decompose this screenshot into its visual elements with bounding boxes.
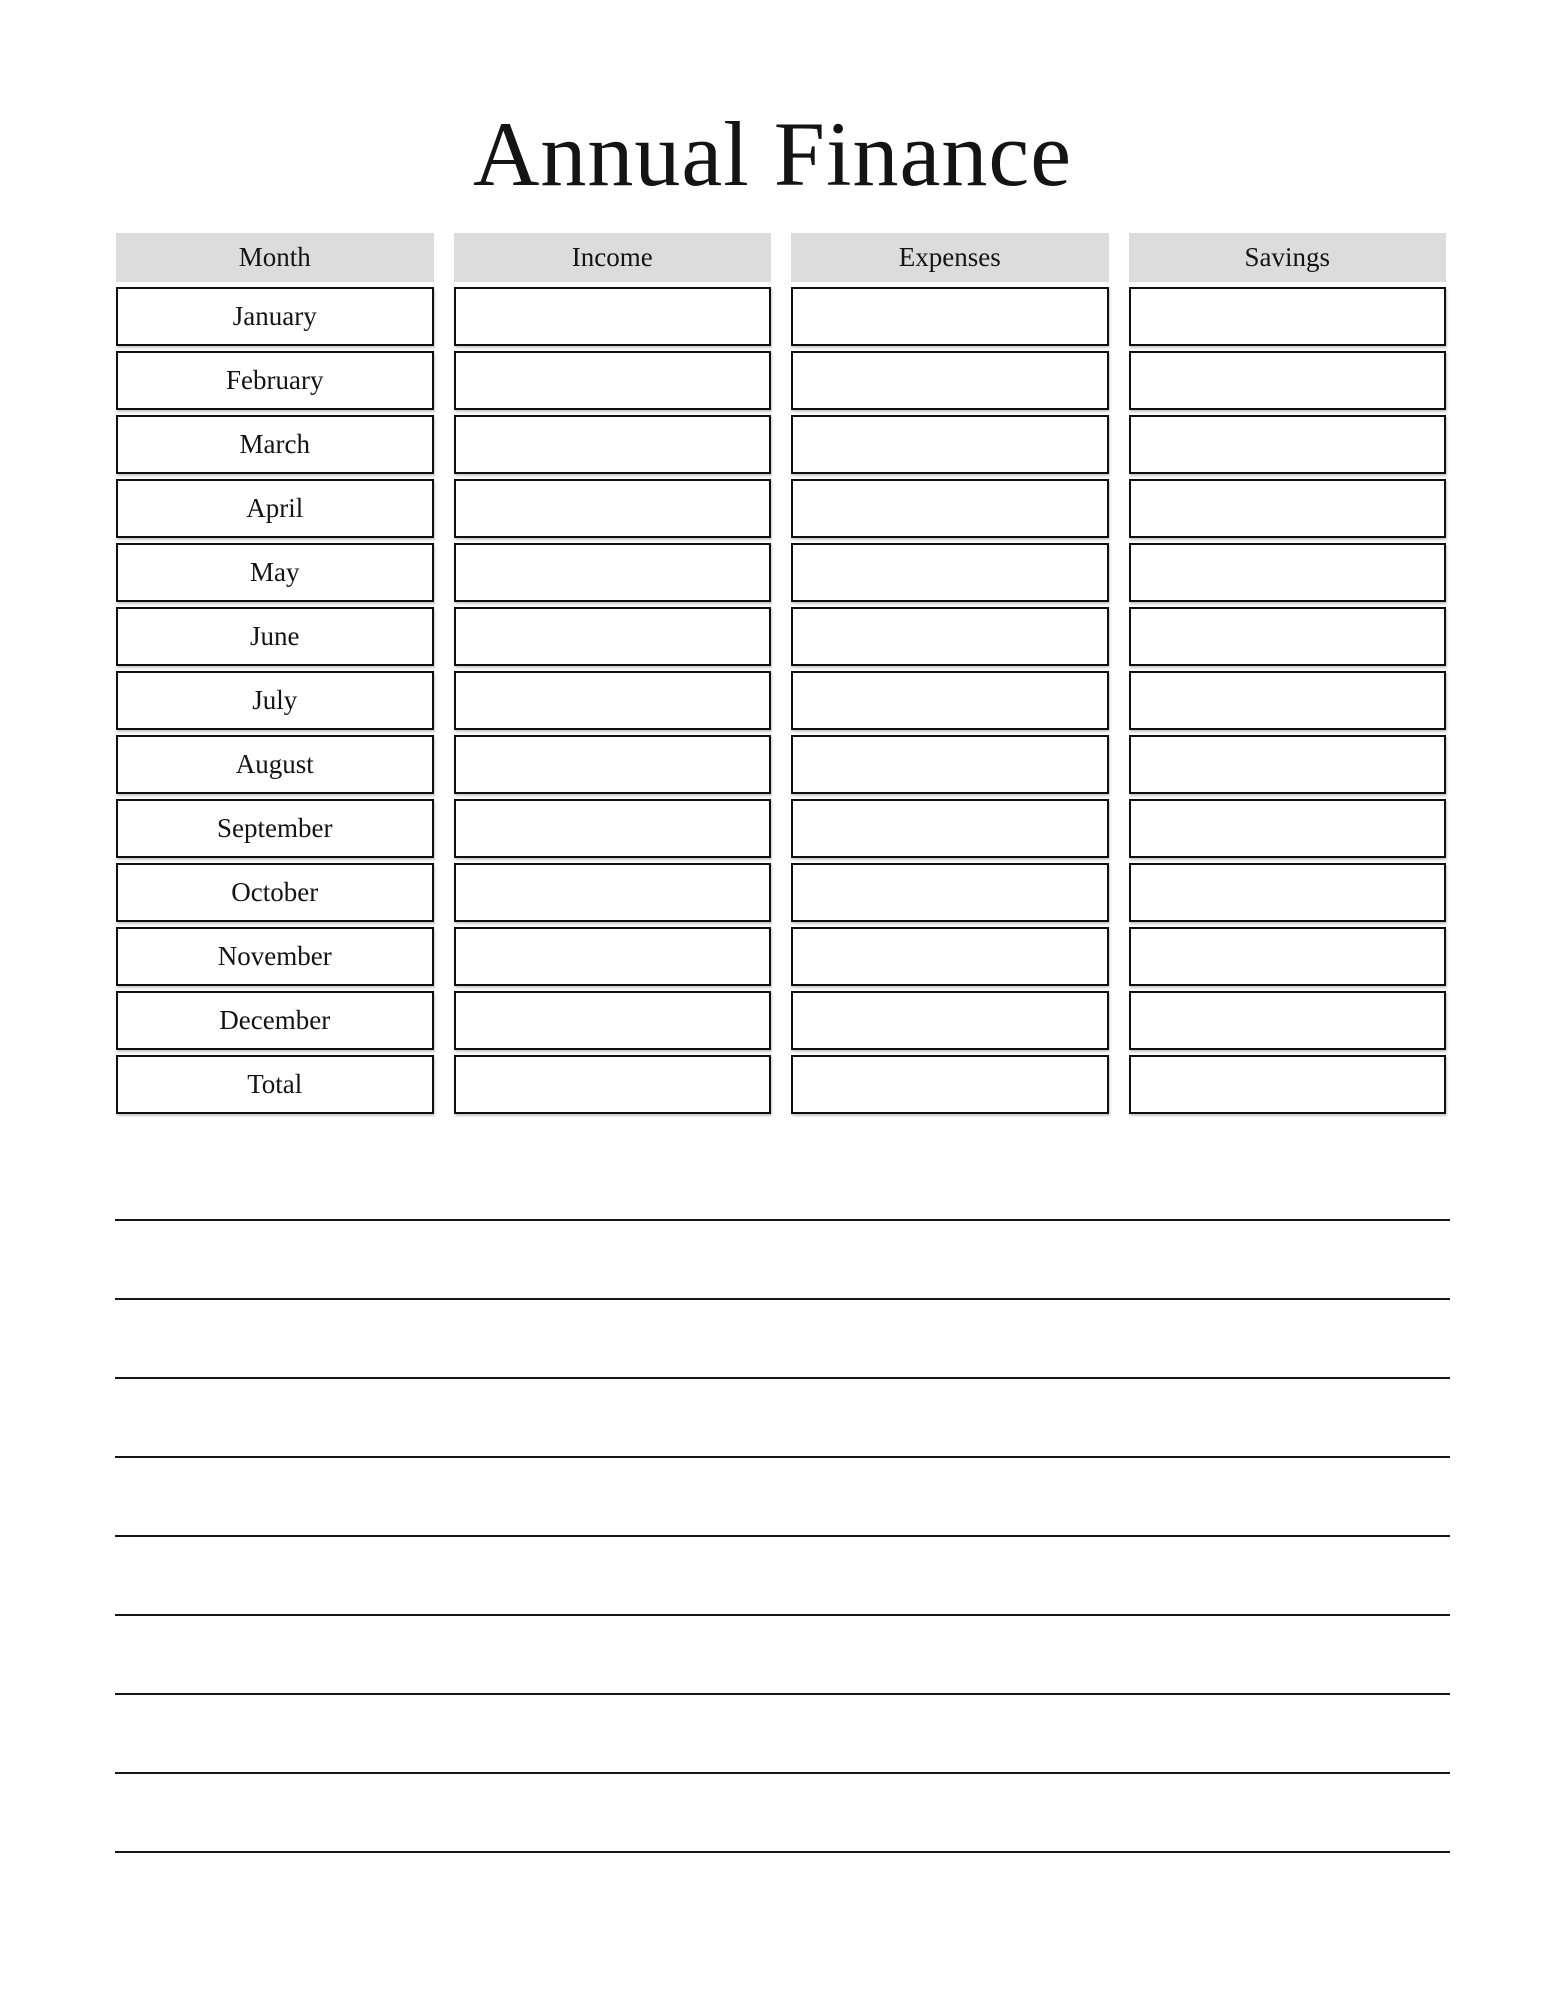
note-line <box>115 1772 1450 1774</box>
month-label-cell: July <box>116 671 434 730</box>
expenses-input-cell[interactable] <box>791 415 1109 474</box>
income-input-cell[interactable] <box>454 543 772 602</box>
note-line <box>115 1456 1450 1458</box>
income-input-cell[interactable] <box>454 927 772 986</box>
column-month <box>116 233 434 1119</box>
month-label-cell: April <box>116 479 434 538</box>
savings-input-cell[interactable] <box>1129 1055 1447 1114</box>
notes-lines <box>115 1219 1450 1853</box>
column-header-month: Month <box>116 233 434 282</box>
note-line <box>115 1377 1450 1379</box>
savings-input-cell[interactable] <box>1129 351 1447 410</box>
column-header-savings: Savings <box>1129 233 1447 282</box>
month-label-cell: March <box>116 415 434 474</box>
expenses-input-cell[interactable] <box>791 735 1109 794</box>
finance-table <box>116 233 1446 1119</box>
income-input-cell[interactable] <box>454 287 772 346</box>
column-expenses <box>791 233 1109 1119</box>
month-label-cell: January <box>116 287 434 346</box>
month-label-cell: December <box>116 991 434 1050</box>
month-label-cell: February <box>116 351 434 410</box>
expenses-input-cell[interactable] <box>791 799 1109 858</box>
expenses-input-cell[interactable] <box>791 287 1109 346</box>
income-input-cell[interactable] <box>454 479 772 538</box>
savings-input-cell[interactable] <box>1129 991 1447 1050</box>
savings-input-cell[interactable] <box>1129 415 1447 474</box>
page-title: Annual Finance <box>472 103 1073 205</box>
income-input-cell[interactable] <box>454 735 772 794</box>
month-label-cell: June <box>116 607 434 666</box>
income-input-cell[interactable] <box>454 799 772 858</box>
column-header-income: Income <box>454 233 772 282</box>
income-input-cell[interactable] <box>454 671 772 730</box>
column-income <box>454 233 772 1119</box>
note-line <box>115 1693 1450 1695</box>
savings-input-cell[interactable] <box>1129 543 1447 602</box>
expenses-input-cell[interactable] <box>791 351 1109 410</box>
income-input-cell[interactable] <box>454 991 772 1050</box>
note-line <box>115 1535 1450 1537</box>
savings-input-cell[interactable] <box>1129 735 1447 794</box>
expenses-input-cell[interactable] <box>791 543 1109 602</box>
note-line <box>115 1219 1450 1221</box>
income-input-cell[interactable] <box>454 415 772 474</box>
income-input-cell[interactable] <box>454 1055 772 1114</box>
month-label-cell: November <box>116 927 434 986</box>
income-input-cell[interactable] <box>454 863 772 922</box>
month-label-cell: May <box>116 543 434 602</box>
savings-input-cell[interactable] <box>1129 287 1447 346</box>
expenses-input-cell[interactable] <box>791 863 1109 922</box>
month-label-cell: October <box>116 863 434 922</box>
note-line <box>115 1614 1450 1616</box>
expenses-input-cell[interactable] <box>791 1055 1109 1114</box>
expenses-input-cell[interactable] <box>791 671 1109 730</box>
expenses-input-cell[interactable] <box>791 607 1109 666</box>
savings-input-cell[interactable] <box>1129 927 1447 986</box>
note-line <box>115 1851 1450 1853</box>
expenses-input-cell[interactable] <box>791 927 1109 986</box>
column-header-expenses: Expenses <box>791 233 1109 282</box>
month-label-cell: September <box>116 799 434 858</box>
income-input-cell[interactable] <box>454 607 772 666</box>
savings-input-cell[interactable] <box>1129 479 1447 538</box>
column-savings <box>1129 233 1447 1119</box>
income-input-cell[interactable] <box>454 351 772 410</box>
expenses-input-cell[interactable] <box>791 479 1109 538</box>
savings-input-cell[interactable] <box>1129 607 1447 666</box>
savings-input-cell[interactable] <box>1129 671 1447 730</box>
note-line <box>115 1298 1450 1300</box>
savings-input-cell[interactable] <box>1129 799 1447 858</box>
savings-input-cell[interactable] <box>1129 863 1447 922</box>
month-label-cell: Total <box>116 1055 434 1114</box>
month-label-cell: August <box>116 735 434 794</box>
expenses-input-cell[interactable] <box>791 991 1109 1050</box>
